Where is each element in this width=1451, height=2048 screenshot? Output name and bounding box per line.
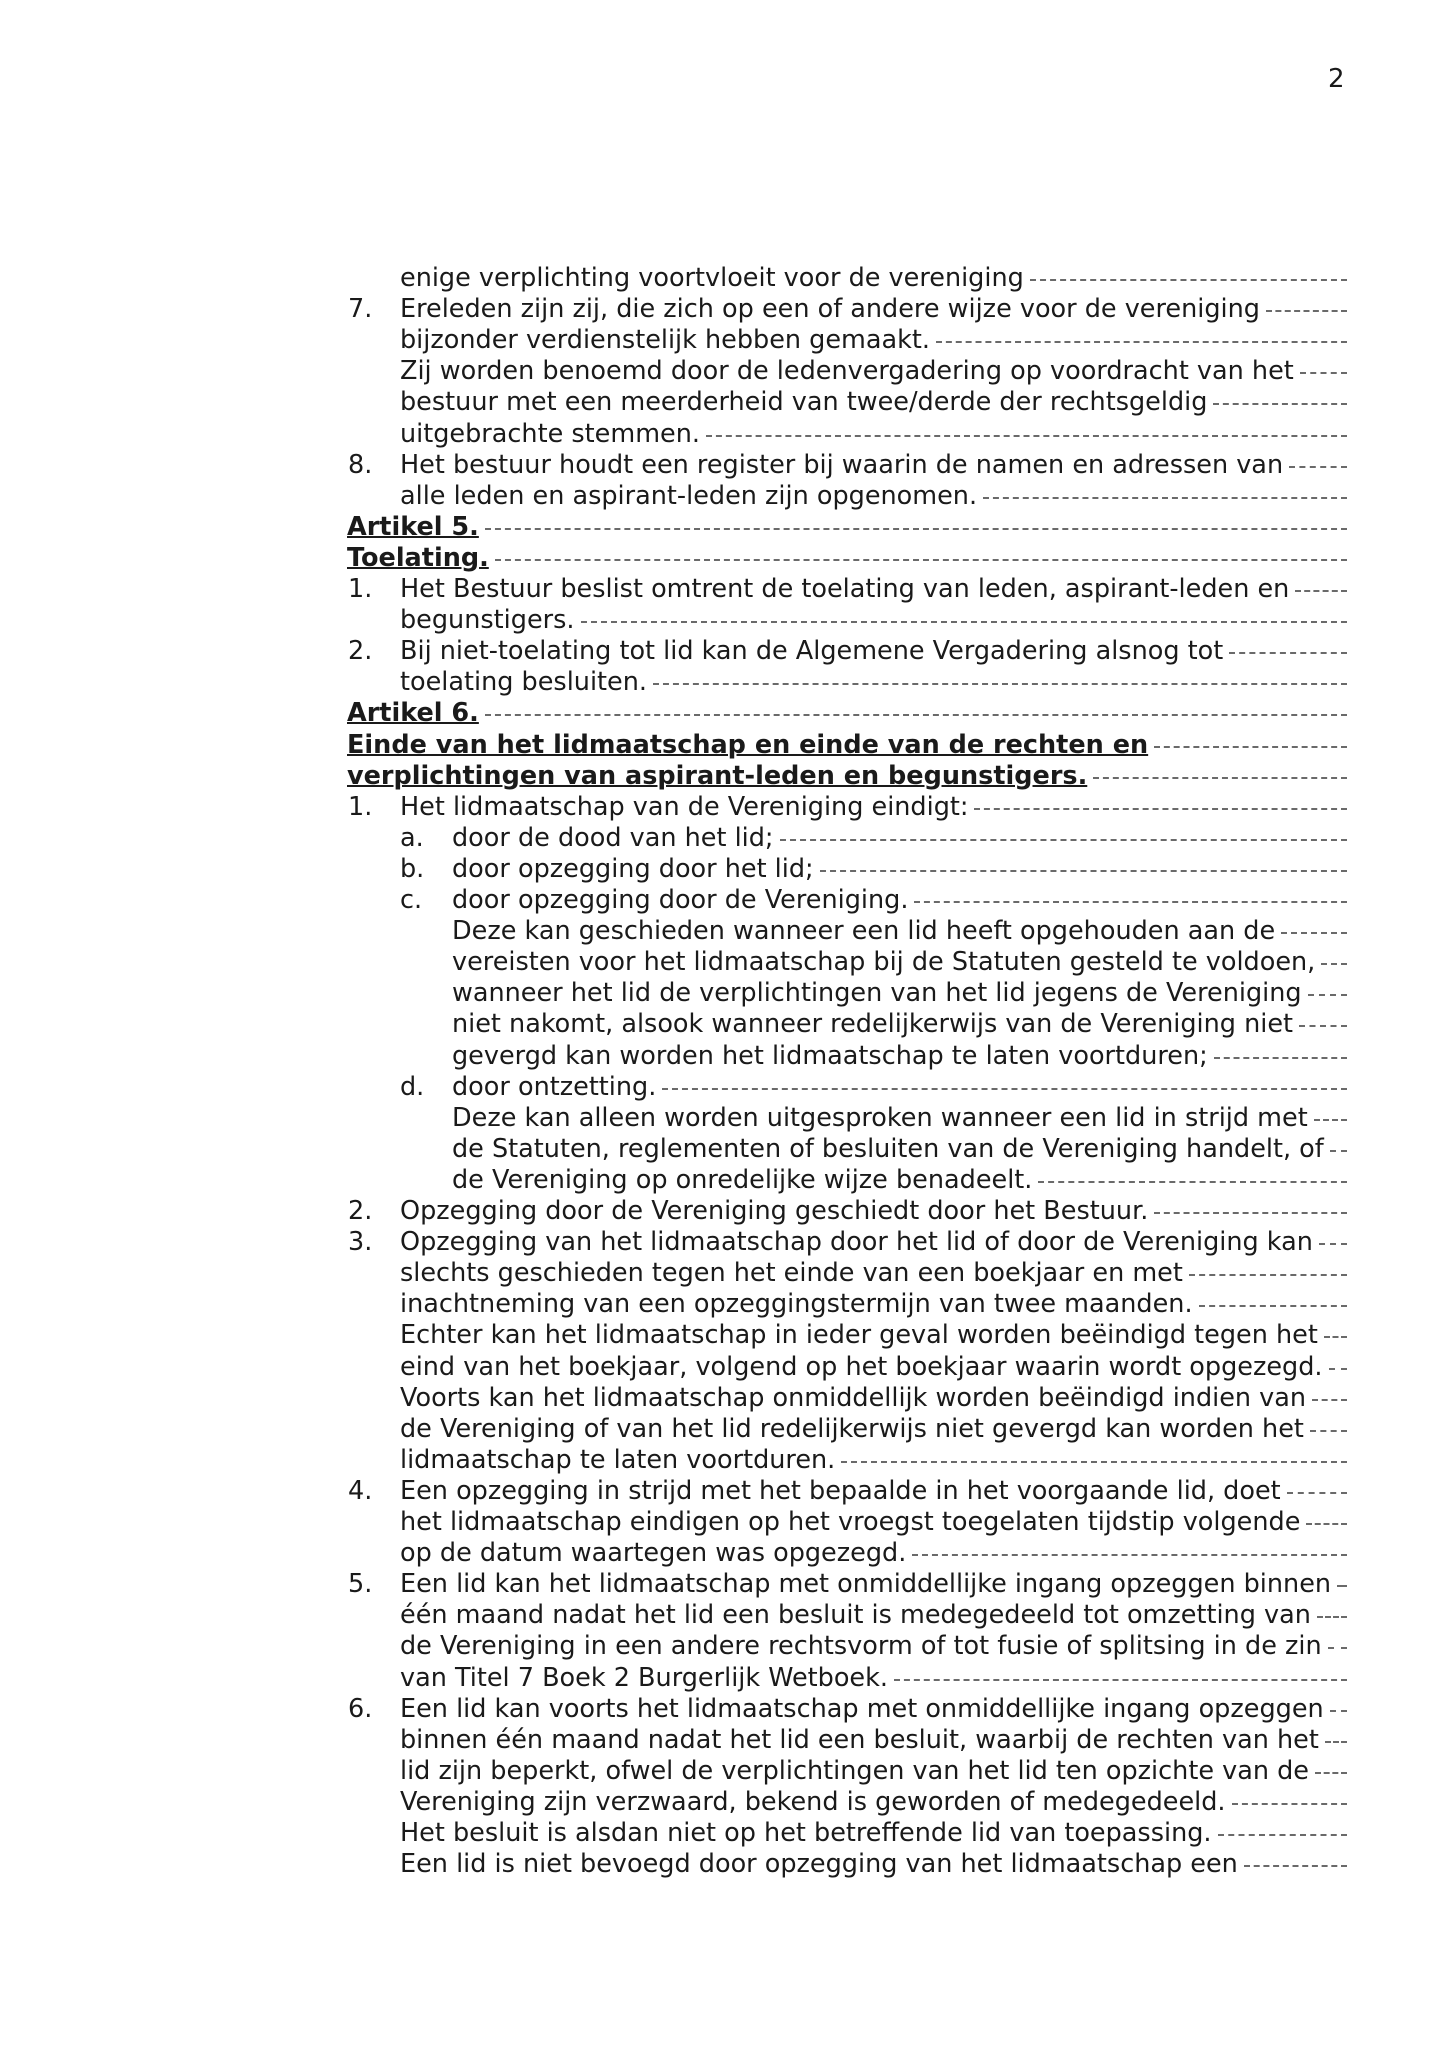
dash-filler (1199, 1305, 1347, 1307)
dash-filler (1321, 963, 1347, 965)
line-text: Artikel 6. (347, 698, 479, 729)
text-line (0, 977, 1451, 1009)
dash-filler (1310, 1430, 1347, 1432)
text-line (0, 480, 1451, 512)
text-line (0, 1444, 1451, 1476)
dash-filler (1328, 1647, 1347, 1649)
line-text: bestuur met een meerderheid van twee/derde der rechtsgeldig (400, 387, 1208, 418)
dash-filler (1306, 1523, 1347, 1525)
text-line (0, 1662, 1451, 1694)
item-number: d. (400, 1071, 425, 1102)
text-line (0, 666, 1451, 698)
text-line (0, 1724, 1451, 1756)
line-text: Een lid is niet bevoegd door opzegging van het lidmaatschap een (400, 1849, 1238, 1880)
dash-filler (1229, 652, 1347, 654)
item-number: c. (400, 885, 423, 915)
dash-filler (1312, 1399, 1347, 1401)
text-line (0, 635, 1451, 667)
dash-filler (1189, 1274, 1347, 1276)
dash-filler (936, 341, 1347, 343)
text-line (0, 915, 1451, 947)
dash-filler (1038, 1181, 1347, 1183)
line-text: Vereniging zijn verzwaard, bekend is geworden of medegedeeld. (400, 1786, 1226, 1817)
line-text: de Vereniging op onredelijke wijze benadeelt. (452, 1164, 1033, 1195)
dash-filler (983, 497, 1347, 499)
text-line (0, 1848, 1451, 1880)
line-text: Het besluit is alsdan niet op het betreffende lid van toepassing. (400, 1818, 1212, 1848)
line-text: bijzonder verdienstelijk hebben gemaakt. (400, 325, 931, 356)
dash-filler (1308, 994, 1347, 996)
line-text: Voorts kan het lidmaatschap onmiddellijk worden beëindigd indien van (400, 1382, 1307, 1413)
item-number: b. (400, 853, 425, 884)
text-line (0, 1133, 1451, 1165)
dash-filler (1218, 1834, 1347, 1836)
text-line (0, 262, 1451, 294)
item-number: 3. (348, 1227, 373, 1258)
dash-filler (1299, 1025, 1347, 1027)
item-number: 2. (348, 636, 373, 667)
item-number: 6. (348, 1693, 373, 1724)
item-number: 1. (348, 574, 373, 604)
dash-filler (1266, 310, 1347, 312)
dash-filler (1329, 1368, 1347, 1370)
text-line (0, 1257, 1451, 1289)
text-line (0, 1537, 1451, 1569)
line-text: het lidmaatschap eindigen op het vroegst toegelaten tijdstip volgende (400, 1507, 1301, 1537)
line-text: één maand nadat het lid een besluit is medegedeeld tot omzetting van (400, 1600, 1311, 1631)
text-line (0, 1413, 1451, 1445)
line-text: vereisten voor het lidmaatschap bij de Statuten gesteld te voldoen, (452, 947, 1316, 978)
line-text: Het bestuur houdt een register bij waarin de namen en adressen van (400, 449, 1284, 480)
line-text: wanneer het lid de verplichtingen van het lid jegens de Vereniging (452, 978, 1302, 1009)
dash-filler (1214, 1057, 1347, 1059)
text-line (0, 1475, 1451, 1507)
dash-filler (1317, 1616, 1347, 1618)
line-text: niet nakomt, alsook wanneer redelijkerwijs van de Vereniging niet (452, 1009, 1294, 1040)
line-text: gevergd kan worden het lidmaatschap te laten voortduren; (452, 1040, 1208, 1071)
text-line (0, 1755, 1451, 1787)
text-line (0, 1288, 1451, 1320)
dash-filler (1295, 590, 1347, 592)
dash-filler (485, 714, 1347, 716)
item-number: 1. (348, 791, 373, 822)
item-number: 4. (348, 1475, 373, 1506)
text-line (0, 1040, 1451, 1072)
item-number: 2. (348, 1196, 373, 1226)
line-text: binnen één maand nadat het lid een besluit, waarbij de rechten van het (400, 1724, 1319, 1755)
line-text: lid zijn beperkt, ofwel de verplichtingen van het lid ten opzichte van de (400, 1755, 1309, 1786)
line-text: Het Bestuur beslist omtrent de toelating van leden, aspirant-leden en (400, 574, 1290, 604)
line-text: Een lid kan het lidmaatschap met onmiddellijke ingang opzeggen binnen (400, 1569, 1332, 1600)
text-line (0, 1817, 1451, 1849)
dash-filler (780, 839, 1347, 841)
line-text: Zij worden benoemd door de ledenvergadering op voordracht van het (400, 356, 1294, 387)
item-number: 5. (348, 1569, 373, 1600)
line-text: verplichtingen van aspirant-leden en begunstigers. (347, 760, 1088, 791)
line-text: Een opzegging in strijd met het bepaalde in het voorgaande lid, doet (400, 1475, 1281, 1506)
line-text: inachtneming van een opzeggingstermijn van twee maanden. (400, 1289, 1193, 1320)
text-line (0, 1630, 1451, 1662)
text-line (0, 449, 1451, 481)
text-line (0, 822, 1451, 854)
dash-filler (1030, 279, 1347, 281)
line-text: Artikel 5. (347, 511, 479, 542)
line-text: eind van het boekjaar, volgend op het boekjaar waarin wordt opgezegd. (400, 1351, 1323, 1382)
dash-filler (841, 1461, 1347, 1463)
line-text: van Titel 7 Boek 2 Burgerlijk Wetboek. (400, 1662, 888, 1693)
dash-filler (485, 528, 1347, 530)
dash-filler (1154, 1212, 1347, 1214)
text-line (0, 1351, 1451, 1383)
line-text: Ereleden zijn zij, die zich op een of andere wijze voor de vereniging (400, 294, 1260, 325)
text-line (0, 1599, 1451, 1631)
section-heading-line (0, 697, 1451, 729)
dash-filler (1093, 777, 1347, 779)
dash-filler (495, 559, 1347, 561)
line-text: slechts geschieden tegen het einde van een boekjaar en met (400, 1258, 1183, 1289)
dash-filler (1300, 372, 1347, 374)
text-line (0, 1693, 1451, 1725)
dash-filler (1289, 466, 1347, 468)
dash-filler (1325, 1741, 1347, 1743)
text-line (0, 1071, 1451, 1103)
text-line (0, 1195, 1451, 1227)
text-line (0, 946, 1451, 978)
item-number: a. (400, 822, 424, 853)
dash-filler (706, 435, 1347, 437)
line-text: Opzegging van het lidmaatschap door het lid of door de Vereniging kan (400, 1227, 1313, 1258)
line-text: door de dood van het lid; (452, 822, 774, 853)
text-line (0, 1382, 1451, 1414)
text-line (0, 386, 1451, 418)
dash-filler (1330, 1710, 1347, 1712)
line-text: Een lid kan voorts het lidmaatschap met onmiddellijke ingang opzeggen (400, 1693, 1324, 1724)
dash-filler (1314, 1119, 1347, 1121)
dash-filler (1213, 403, 1347, 405)
text-line (0, 573, 1451, 605)
section-heading-line (0, 511, 1451, 543)
text-line (0, 1102, 1451, 1134)
line-text: enige verplichting voortvloeit voor de vereniging (400, 263, 1024, 293)
text-line (0, 418, 1451, 450)
line-text: de Vereniging in een andere rechtsvorm of tot fusie of splitsing in de zin (400, 1631, 1322, 1662)
dash-filler (1315, 1772, 1347, 1774)
line-text: Echter kan het lidmaatschap in ieder geval worden beëindigd tegen het (400, 1320, 1318, 1351)
dash-filler (912, 1554, 1347, 1556)
line-text: door opzegging door het lid; (452, 853, 814, 884)
dash-filler (1287, 1492, 1347, 1494)
dash-filler (894, 1679, 1347, 1681)
text-line (0, 1226, 1451, 1258)
text-line (0, 324, 1451, 356)
line-text: op de datum waartegen was opgezegd. (400, 1538, 907, 1569)
dash-filler (1337, 1585, 1347, 1587)
dash-filler (820, 870, 1347, 872)
item-number: 8. (348, 449, 373, 480)
line-text: alle leden en aspirant-leden zijn opgenomen. (400, 480, 978, 511)
dash-filler (662, 1088, 1347, 1090)
line-text: Opzegging door de Vereniging geschiedt door het Bestuur. (400, 1196, 1149, 1226)
line-text: door opzegging door de Vereniging. (452, 885, 909, 915)
text-line (0, 1506, 1451, 1538)
item-number: 7. (348, 294, 373, 325)
dash-filler (581, 621, 1347, 623)
line-text: Het lidmaatschap van de Vereniging eindigt: (400, 791, 969, 822)
text-line (0, 791, 1451, 823)
line-text: lidmaatschap te laten voortduren. (400, 1444, 836, 1475)
text-line (0, 293, 1451, 325)
dash-filler (1154, 746, 1347, 748)
text-line (0, 1786, 1451, 1818)
dash-filler (1281, 932, 1347, 934)
text-line (0, 604, 1451, 636)
text-line (0, 853, 1451, 885)
text-line (0, 1008, 1451, 1040)
line-text: Einde van het lidmaatschap en einde van de rechten en (347, 729, 1149, 760)
text-line (0, 1319, 1451, 1351)
dash-filler (653, 683, 1347, 685)
line-text: Deze kan alleen worden uitgesproken wanneer een lid in strijd met (452, 1102, 1308, 1133)
dash-filler (1244, 1865, 1347, 1867)
page-number: 2 (1328, 64, 1345, 94)
line-text: de Statuten, reglementen of besluiten van de Vereniging handelt, of (452, 1133, 1324, 1164)
section-heading-line (0, 760, 1451, 792)
dash-filler (1330, 1150, 1347, 1152)
dash-filler (914, 901, 1347, 903)
dash-filler (1324, 1336, 1347, 1338)
text-line (0, 1164, 1451, 1196)
text-line (0, 1568, 1451, 1600)
dash-filler (1232, 1803, 1347, 1805)
line-text: Toelating. (347, 542, 489, 573)
text-line (0, 884, 1451, 916)
line-text: Bij niet-toelating tot lid kan de Algemene Vergadering alsnog tot (400, 636, 1224, 667)
line-text: uitgebrachte stemmen. (400, 418, 700, 449)
line-text: toelating besluiten. (400, 667, 647, 698)
dash-filler (974, 808, 1347, 810)
section-heading-line (0, 542, 1451, 574)
text-line (0, 355, 1451, 387)
dash-filler (1319, 1243, 1347, 1245)
section-heading-line (0, 729, 1451, 761)
line-text: Deze kan geschieden wanneer een lid heeft opgehouden aan de (452, 916, 1276, 947)
line-text: de Vereniging of van het lid redelijkerwijs niet gevergd kan worden het (400, 1413, 1304, 1444)
line-text: door ontzetting. (452, 1071, 657, 1102)
line-text: begunstigers. (400, 605, 575, 636)
